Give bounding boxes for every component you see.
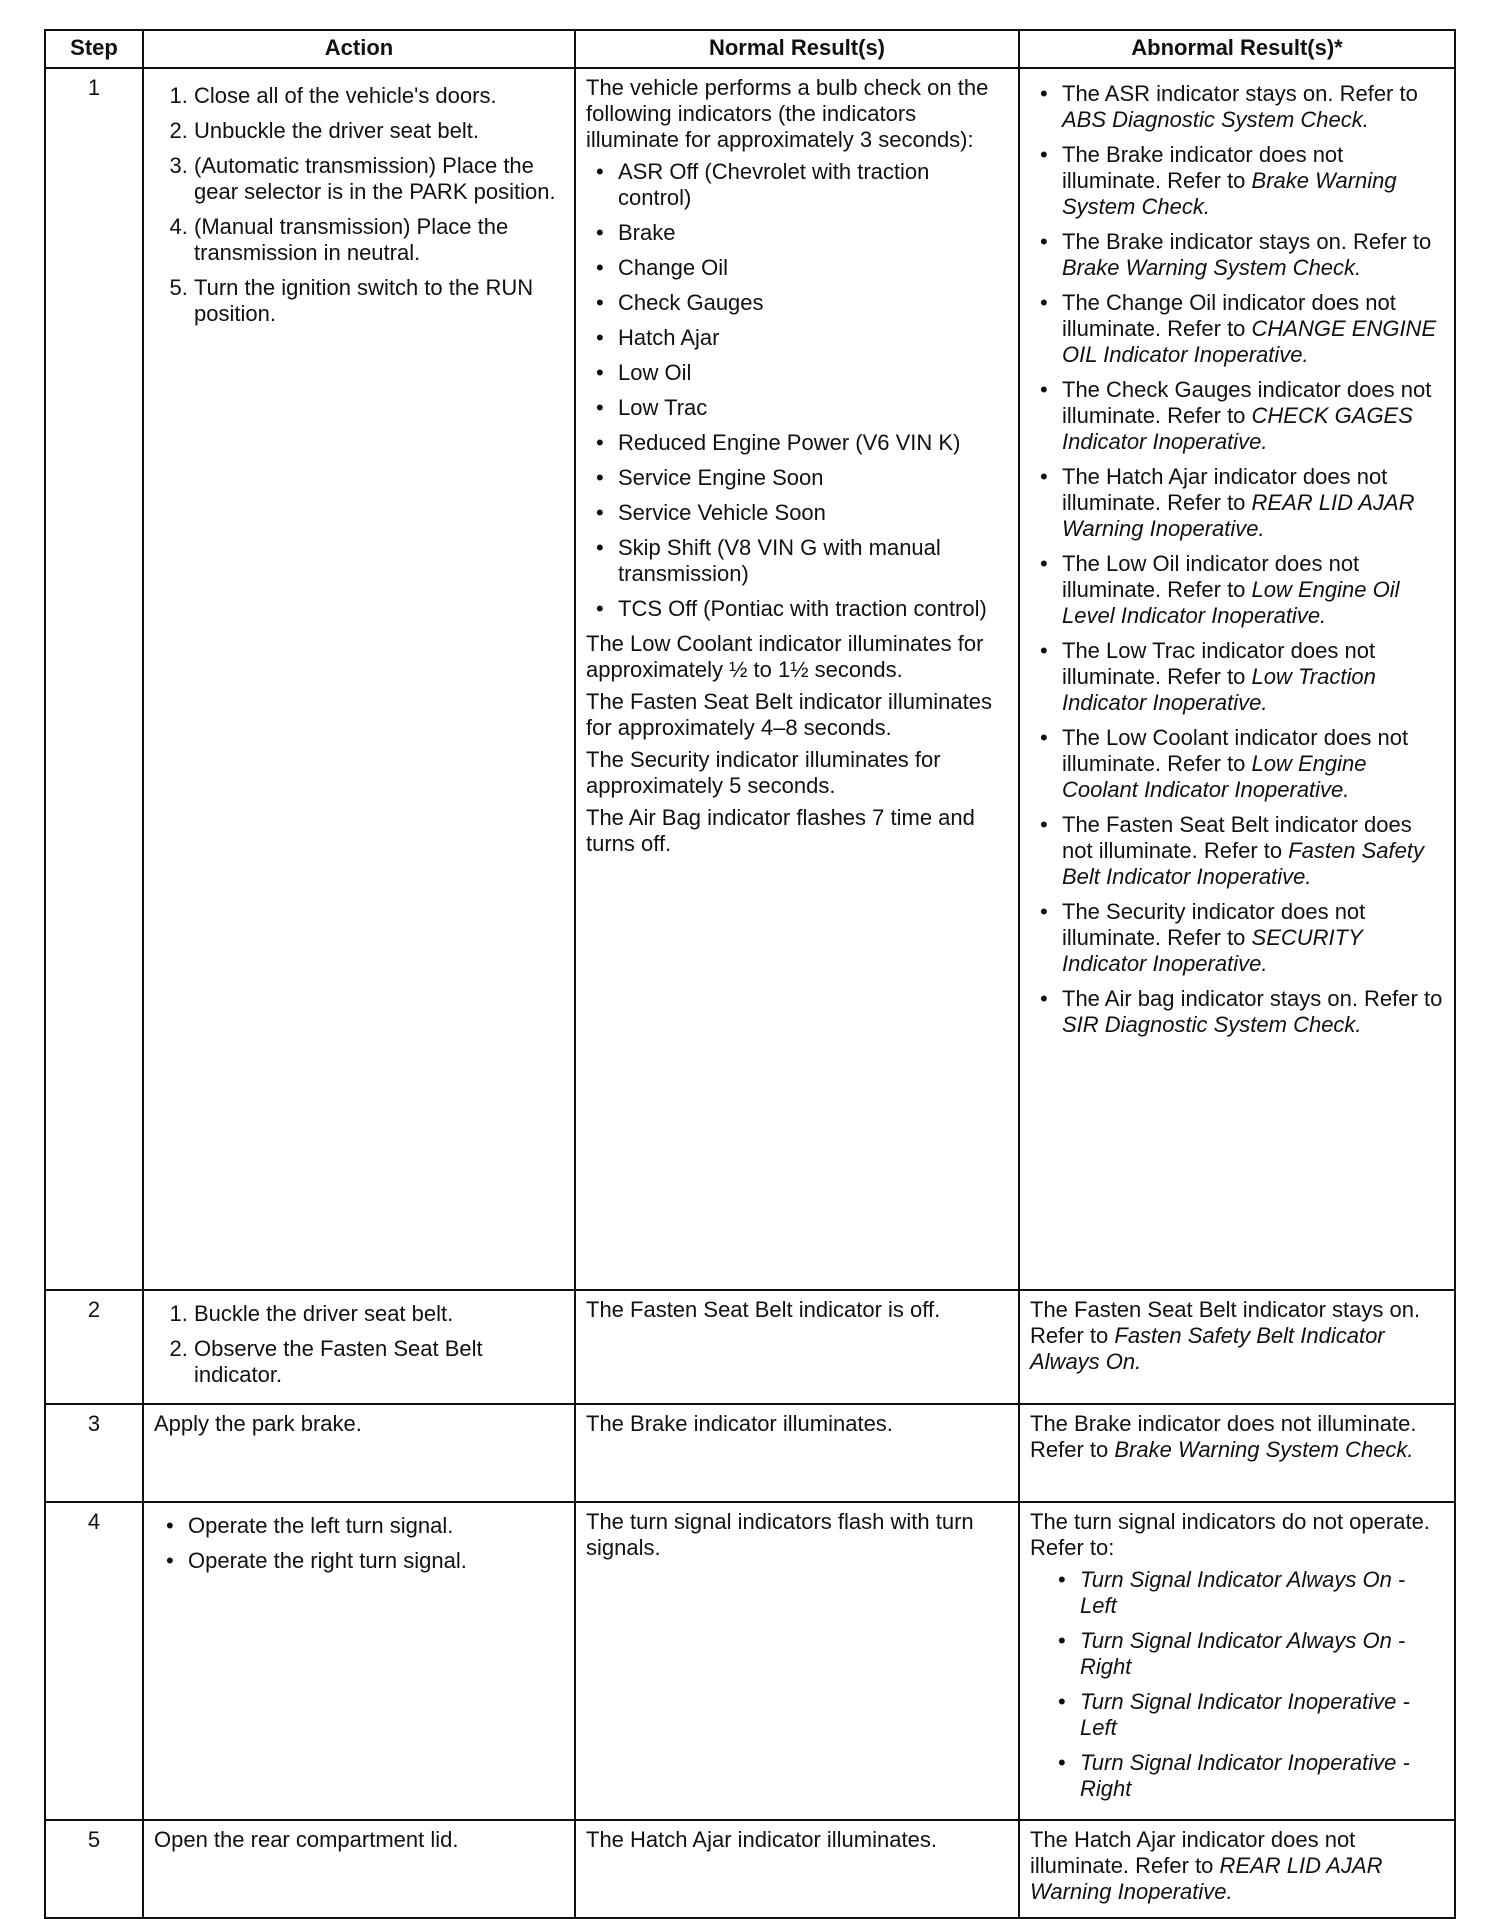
- list-item: [1062, 986, 1444, 1038]
- list-item: [1062, 377, 1444, 455]
- abnormal-result: [1030, 1411, 1444, 1463]
- abnormal-text: The Fasten Seat Belt indicator does not illuminate. Refer to: [1062, 812, 1412, 863]
- step-number: 3: [45, 1404, 143, 1502]
- table-header-row: [45, 30, 1455, 68]
- list-item: 4. (Manual transmission) Place the transmission in neutral.: [194, 214, 564, 266]
- reference-link[interactable]: Brake Warning System Check.: [1062, 255, 1362, 280]
- reference-link[interactable]: CHECK GAGES Indicator Inoperative.: [1062, 403, 1413, 454]
- action-cell: [143, 1404, 575, 1502]
- table-row: [45, 1502, 1455, 1820]
- normal-result: The Fasten Seat Belt indicator is off.: [586, 1297, 941, 1322]
- reference-link[interactable]: SECURITY Indicator Inoperative.: [1062, 925, 1363, 976]
- normal-result-cell: [575, 1290, 1019, 1404]
- abnormal-text: The Low Coolant indicator does not illuminate. Refer to: [1062, 725, 1409, 776]
- abnormal-text: The Air bag indicator stays on. Refer to: [1062, 986, 1443, 1011]
- abnormal-text: The Brake indicator stays on. Refer to: [1062, 229, 1432, 254]
- list-item: 5. Turn the ignition switch to the RUN position.: [194, 275, 564, 327]
- list-item: • Brake: [618, 220, 1008, 246]
- abnormal-text: The Security indicator does not illuminate. Refer to: [1062, 899, 1366, 950]
- abnormal-result-cell: [1019, 1502, 1455, 1820]
- reference-link[interactable]: REAR LID AJAR Warning Inoperative.: [1062, 490, 1415, 541]
- normal-result-cell: [575, 1820, 1019, 1918]
- list-item: • Operate the right turn signal.: [188, 1548, 564, 1574]
- abnormal-text: The Fasten Seat Belt indicator stays on. Refer to: [1030, 1297, 1421, 1348]
- reference-link[interactable]: Turn Signal Indicator Inoperative - Right: [1080, 1750, 1410, 1801]
- action-list: [154, 1301, 564, 1388]
- table-row: [45, 1290, 1455, 1404]
- list-item: [1062, 290, 1444, 368]
- abnormal-text: The Check Gauges indicator does not illuminate. Refer to: [1062, 377, 1432, 428]
- indicator-list: [586, 159, 1008, 622]
- reference-link[interactable]: Fasten Safety Belt Indicator Inoperative.: [1062, 838, 1424, 889]
- list-item: [1062, 142, 1444, 220]
- list-item: 2. Observe the Fasten Seat Belt indicator.: [194, 1336, 564, 1388]
- abnormal-text: The Hatch Ajar indicator does not illuminate. Refer to: [1030, 1827, 1356, 1878]
- list-item: [1062, 812, 1444, 890]
- normal-result-cell: [575, 68, 1019, 1290]
- abnormal-result-cell: [1019, 1404, 1455, 1502]
- abnormal-text: The ASR indicator stays on. Refer to: [1062, 81, 1418, 106]
- reference-link[interactable]: Brake Warning System Check.: [1062, 168, 1397, 219]
- abnormal-text: The Hatch Ajar indicator does not illuminate. Refer to: [1062, 464, 1388, 515]
- abnormal-text: The Brake indicator does not illuminate. Refer to: [1030, 1411, 1417, 1462]
- reference-link[interactable]: Turn Signal Indicator Always On - Right: [1080, 1628, 1406, 1679]
- list-item: [1062, 551, 1444, 629]
- list-item: 1. Buckle the driver seat belt.: [194, 1301, 564, 1327]
- action-cell: [143, 1502, 575, 1820]
- list-item: [1062, 899, 1444, 977]
- step-number: 5: [45, 1820, 143, 1918]
- list-item: • Operate the left turn signal.: [188, 1513, 564, 1539]
- reference-link[interactable]: Low Engine Coolant Indicator Inoperative.: [1062, 751, 1367, 802]
- list-item: [1062, 638, 1444, 716]
- reference-link[interactable]: Fasten Safety Belt Indicator Always On.: [1030, 1323, 1385, 1374]
- step-number: 1: [45, 68, 143, 1290]
- list-item: [1062, 464, 1444, 542]
- diagnostic-table: [44, 29, 1456, 1919]
- action-cell: [143, 1290, 575, 1404]
- action-list: [154, 1513, 564, 1574]
- reference-link[interactable]: Turn Signal Indicator Inoperative - Left: [1080, 1689, 1410, 1740]
- action-text: Apply the park brake.: [154, 1411, 362, 1436]
- action-cell: [143, 68, 575, 1290]
- list-item: [1080, 1567, 1444, 1619]
- header-abnormal-results: Abnormal Result(s)*: [1019, 30, 1455, 68]
- list-item: [1062, 725, 1444, 803]
- reference-link[interactable]: Turn Signal Indicator Always On - Left: [1080, 1567, 1406, 1618]
- abnormal-result: [1030, 1827, 1444, 1905]
- reference-link[interactable]: REAR LID AJAR Warning Inoperative.: [1030, 1853, 1383, 1904]
- list-item: • TCS Off (Pontiac with traction control): [618, 596, 1008, 622]
- abnormal-list: [1030, 81, 1444, 1038]
- normal-intro: The vehicle performs a bulb check on the following indicators (the indicators illuminate for approximately 3 seconds):: [586, 75, 989, 152]
- abnormal-result-cell: [1019, 68, 1455, 1290]
- list-item: • Low Oil: [618, 360, 1008, 386]
- table-row: [45, 1820, 1455, 1918]
- abnormal-result: The turn signal indicators do not operate. Refer to:: [1030, 1509, 1430, 1560]
- list-item: • Check Gauges: [618, 290, 1008, 316]
- list-item: • Skip Shift (V8 VIN G with manual transmission): [618, 535, 1008, 587]
- action-list: [154, 83, 564, 327]
- normal-note: The Air Bag indicator flashes 7 time and turns off.: [586, 805, 975, 856]
- normal-note: The Fasten Seat Belt indicator illuminates for approximately 4–8 seconds.: [586, 689, 992, 740]
- list-item: [1080, 1689, 1444, 1741]
- table-row: [45, 68, 1455, 1290]
- normal-result-cell: [575, 1502, 1019, 1820]
- reference-list: [1030, 1567, 1444, 1802]
- normal-result-cell: [575, 1404, 1019, 1502]
- reference-link[interactable]: Low Engine Oil Level Indicator Inoperative.: [1062, 577, 1400, 628]
- normal-note: The Low Coolant indicator illuminates for approximately ½ to 1½ seconds.: [586, 631, 984, 682]
- list-item: • Low Trac: [618, 395, 1008, 421]
- list-item: [1080, 1628, 1444, 1680]
- list-item: • Service Engine Soon: [618, 465, 1008, 491]
- table-row: [45, 1404, 1455, 1502]
- list-item: [1080, 1750, 1444, 1802]
- reference-link[interactable]: SIR Diagnostic System Check.: [1062, 1012, 1362, 1037]
- normal-result: The turn signal indicators flash with turn signals.: [586, 1509, 974, 1560]
- normal-note: The Security indicator illuminates for approximately 5 seconds.: [586, 747, 941, 798]
- reference-link[interactable]: ABS Diagnostic System Check.: [1062, 107, 1369, 132]
- abnormal-text: The Brake indicator does not illuminate. Refer to: [1062, 142, 1344, 193]
- header-normal-results: Normal Result(s): [575, 30, 1019, 68]
- list-item: [1062, 81, 1444, 133]
- action-cell: [143, 1820, 575, 1918]
- normal-result: The Brake indicator illuminates.: [586, 1411, 893, 1436]
- abnormal-result-cell: [1019, 1290, 1455, 1404]
- normal-result: The Hatch Ajar indicator illuminates.: [586, 1827, 937, 1852]
- abnormal-text: The Change Oil indicator does not illuminate. Refer to: [1062, 290, 1396, 341]
- abnormal-result-cell: [1019, 1820, 1455, 1918]
- step-number: 2: [45, 1290, 143, 1404]
- list-item: • Change Oil: [618, 255, 1008, 281]
- list-item: 2. Unbuckle the driver seat belt.: [194, 118, 564, 144]
- list-item: • Hatch Ajar: [618, 325, 1008, 351]
- list-item: [1062, 229, 1444, 281]
- header-action: Action: [143, 30, 575, 68]
- abnormal-result: [1030, 1297, 1444, 1375]
- abnormal-text: The Low Trac indicator does not illuminate. Refer to: [1062, 638, 1376, 689]
- list-item: • Service Vehicle Soon: [618, 500, 1008, 526]
- step-number: 4: [45, 1502, 143, 1820]
- list-item: 1. Close all of the vehicle's doors.: [194, 83, 564, 109]
- abnormal-text: The Low Oil indicator does not illuminate. Refer to: [1062, 551, 1360, 602]
- reference-link[interactable]: Low Traction Indicator Inoperative.: [1062, 664, 1376, 715]
- reference-link[interactable]: Brake Warning System Check.: [1114, 1437, 1414, 1462]
- list-item: • Reduced Engine Power (V6 VIN K): [618, 430, 1008, 456]
- list-item: 3. (Automatic transmission) Place the gear selector is in the PARK position.: [194, 153, 564, 205]
- action-text: Open the rear compartment lid.: [154, 1827, 459, 1852]
- list-item: • ASR Off (Chevrolet with traction control): [618, 159, 1008, 211]
- reference-link[interactable]: CHANGE ENGINE OIL Indicator Inoperative.: [1062, 316, 1437, 367]
- header-step: Step: [45, 30, 143, 68]
